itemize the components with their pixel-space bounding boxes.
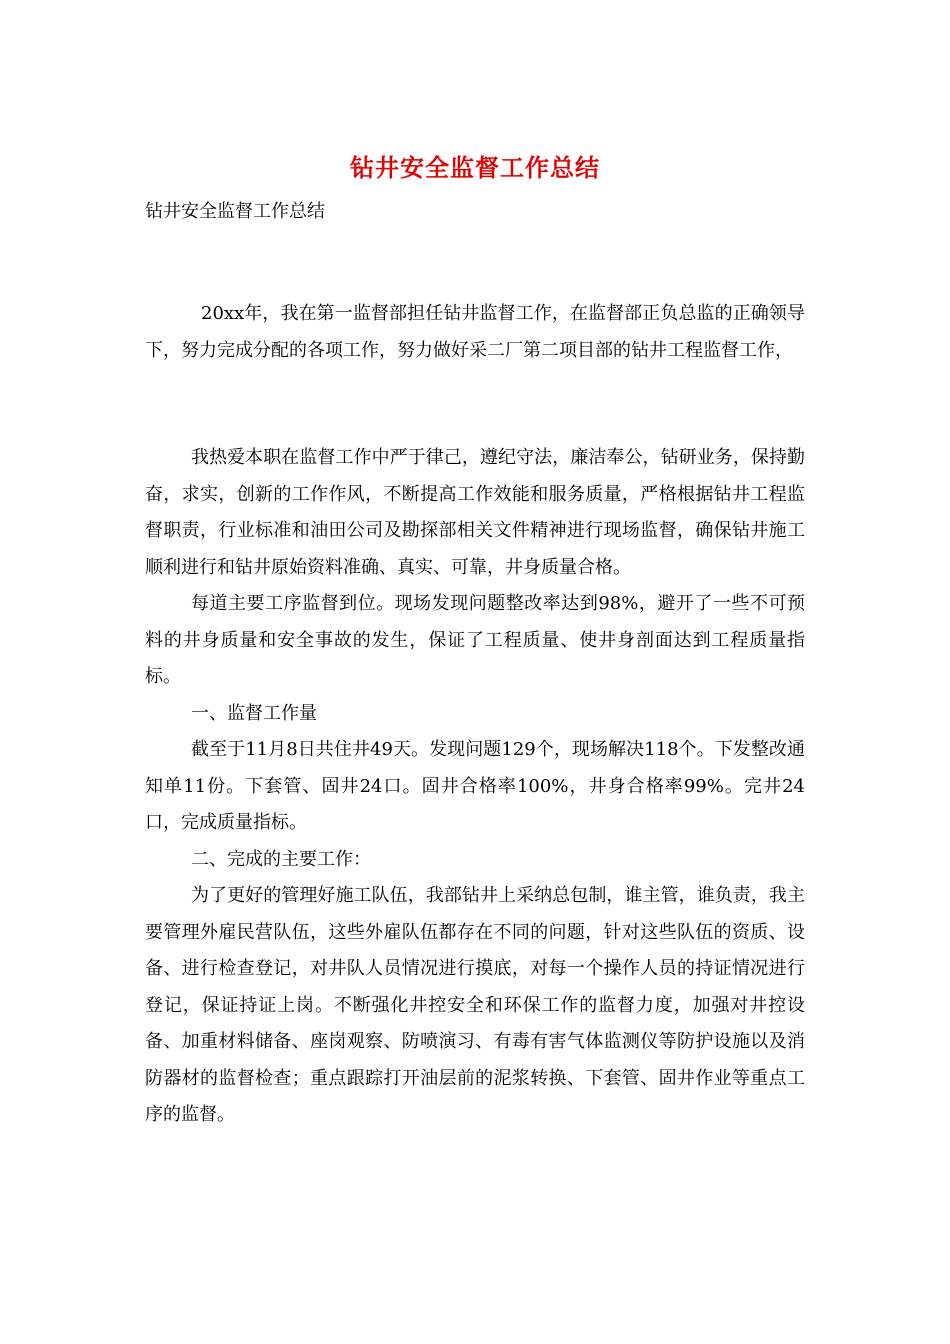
paragraph-workload: 截至于11月8日共住井49天。发现问题129个，现场解决118个。下发整改通知单11份。下套管、固井24口。固井合格率100%，井身合格率99%。完井24口，完成质量指标。 [145, 739, 805, 833]
document-title: 钻井安全监督工作总结 [350, 153, 600, 182]
paragraph-conduct: 我热爱本职在监督工作中严于律己，遵纪守法，廉洁奉公，钻研业务，保持勤奋，求实，创新的工作作风，不断提高工作效能和服务质量，严格根据钻井工程监督职责，行业标准和油田公司及勘探部相关文件精神进行现场监督，确保钻井施工顺利进行和钻井原始资料准确、真实、可靠，井身质量合格。 [145, 447, 805, 578]
section-heading-main-work: 二、完成的主要工作： [191, 849, 371, 870]
paragraph-process: 每道主要工序监督到位。现场发现问题整改率达到98%，避开了一些不可预料的井身质量和安全事故的发生，保证了工程质量、使井身剖面达到工程质量指标。 [145, 593, 805, 687]
paragraph-main-work: 为了更好的管理好施工队伍，我部钻井上采纳总包制，谁主管，谁负责，我主要管理外雇民营队伍，这些外雇队伍都存在不同的问题，针对这些队伍的资质、设备、进行检查登记，对井队人员情况进行摸底，对每一个操作人员的持证情况进行登记，保证持证上岗。不断强化井控安全和环保工作的监督力度，加强对井控设备、加重材料储备、座岗观察、防喷演习、有毒有害气体监测仪等防护设施以及消防器材的监督检查；重点跟踪打开油层前的泥浆转换、下套管、固井作业等重点工序的监督。 [145, 885, 805, 1125]
paragraph-intro: 20xx年，我在第一监督部担任钻井监督工作，在监督部正负总监的正确领导下，努力完成分配的各项工作，努力做好采二厂第二项目部的钻井工程监督工作， [145, 303, 805, 361]
document-subtitle: 钻井安全监督工作总结 [145, 201, 325, 222]
section-heading-workload: 一、监督工作量 [191, 703, 317, 724]
